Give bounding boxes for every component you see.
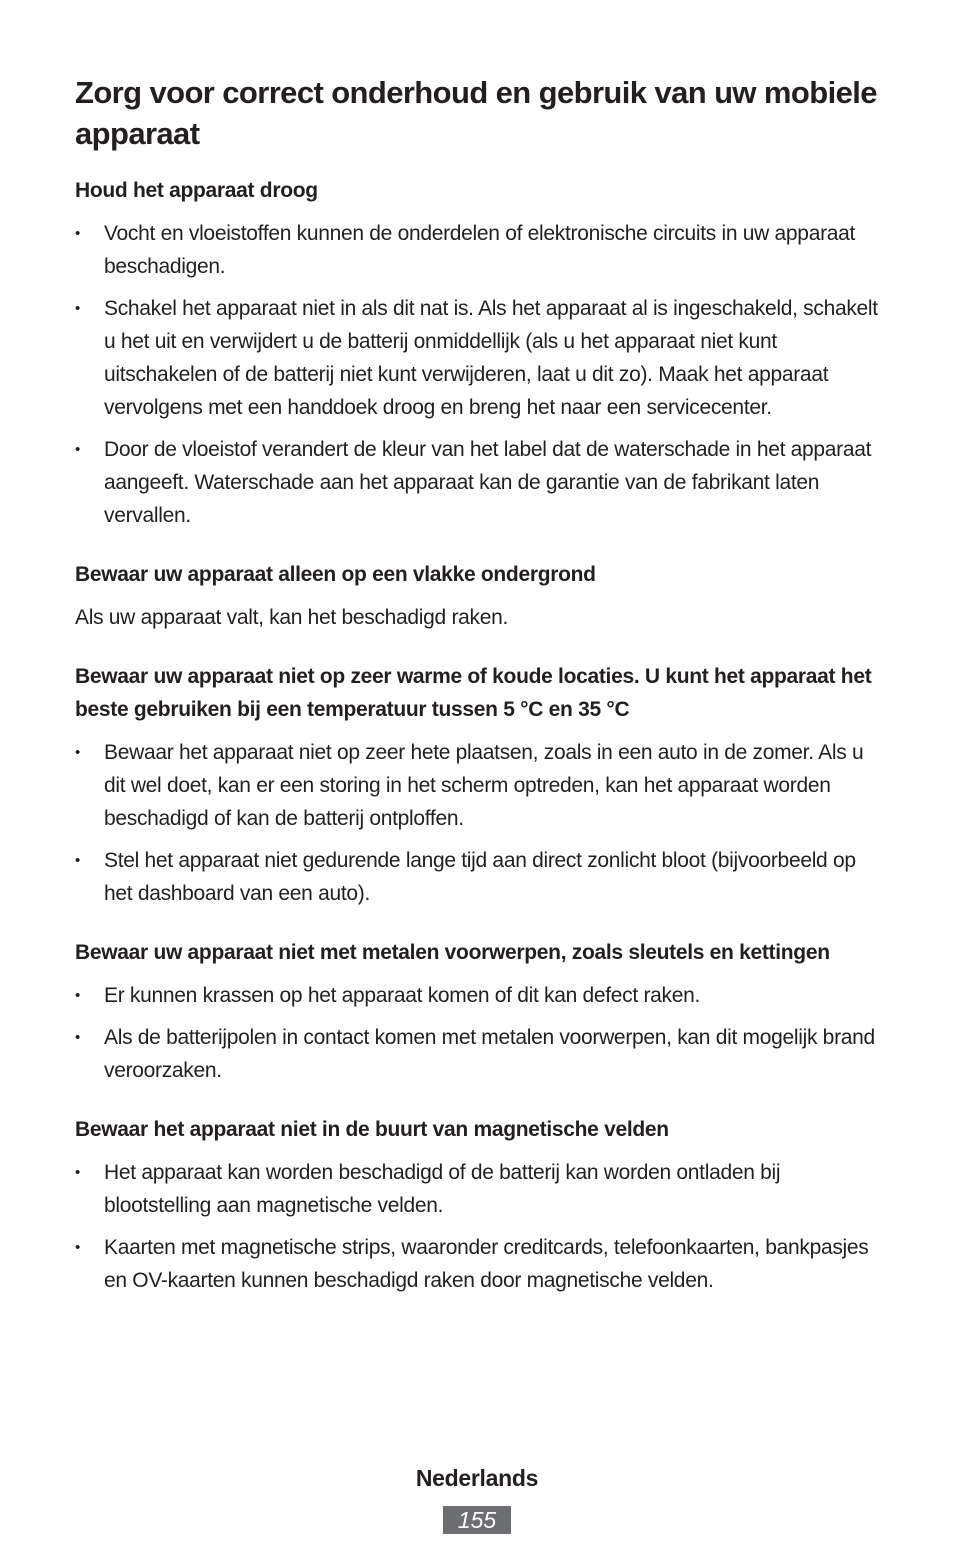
section-heading: Bewaar uw apparaat niet met metalen voorwerpen, zoals sleutels en kettingen (75, 941, 830, 964)
section-flat-surface (75, 558, 880, 634)
page-content (75, 72, 880, 1297)
section-keep-dry (75, 174, 880, 532)
bullet-icon: • (75, 852, 80, 869)
bullet-list (75, 217, 880, 532)
section-heading: Bewaar uw apparaat alleen op een vlakke ondergrond (75, 563, 596, 586)
footer-language: Nederlands (415, 1465, 539, 1491)
list-item: • Vocht en vloeistoffen kunnen de onderdelen of elektronische circuits in uw apparaat beschadigen. (75, 217, 880, 283)
bullet-icon: • (75, 300, 80, 317)
section-temperature (75, 660, 880, 910)
section-magnetic-fields (75, 1113, 880, 1297)
bullet-list (75, 1156, 880, 1297)
list-item: • Bewaar het apparaat niet op zeer hete plaatsen, zoals in een auto in de zomer. Als u dit wel doet, kan er een storing in het scherm optreden, kan het apparaat worden beschadigd of kan de batterij ontploffen. (75, 736, 880, 835)
bullet-list (75, 979, 880, 1087)
list-item: • Stel het apparaat niet gedurende lange tijd aan direct zonlicht bloot (bijvoorbeeld op het dashboard van een auto). (75, 844, 880, 910)
bullet-icon: • (75, 987, 80, 1004)
bullet-icon: • (75, 744, 80, 761)
bullet-icon: • (75, 1029, 80, 1046)
page-title: Zorg voor correct onderhoud en gebruik van uw mobiele apparaat (75, 75, 877, 151)
page-number-badge: 155 (443, 1506, 511, 1534)
bullet-list (75, 736, 880, 910)
section-heading: Bewaar uw apparaat niet op zeer warme of koude locaties. U kunt het apparaat het beste gebruiken bij een temperatuur tussen 5 °C en 35 °C (75, 665, 872, 721)
bullet-icon: • (75, 225, 80, 242)
section-heading: Houd het apparaat droog (75, 179, 318, 202)
list-item: • Als de batterijpolen in contact komen met metalen voorwerpen, kan dit mogelijk brand veroorzaken. (75, 1021, 880, 1087)
list-item: • Kaarten met magnetische strips, waaronder creditcards, telefoonkaarten, bankpasjes en OV-kaarten kunnen beschadigd raken door magnetische velden. (75, 1231, 880, 1297)
bullet-icon: • (75, 441, 80, 458)
list-item: • Door de vloeistof verandert de kleur van het label dat de waterschade in het apparaat aangeeft. Waterschade aan het apparaat kan de garantie van de fabrikant laten vervallen. (75, 433, 880, 532)
section-text: Als uw apparaat valt, kan het beschadigd raken. (75, 606, 509, 629)
list-item: • Er kunnen krassen op het apparaat komen of dit kan defect raken. (75, 979, 880, 1012)
list-item: • Schakel het apparaat niet in als dit nat is. Als het apparaat al is ingeschakeld, schakelt u het uit en verwijdert u de batterij onmiddellijk (als u het apparaat niet kunt uitschakelen of de batterij niet kunt verwijderen, laat u dit zo). Maak het apparaat vervolgens met een handdoek droog en breng het naar een servicecenter. (75, 292, 880, 424)
bullet-icon: • (75, 1164, 80, 1181)
bullet-icon: • (75, 1239, 80, 1256)
section-heading: Bewaar het apparaat niet in de buurt van magnetische velden (75, 1118, 669, 1141)
list-item: • Het apparaat kan worden beschadigd of de batterij kan worden ontladen bij blootstelling aan magnetische velden. (75, 1156, 880, 1222)
section-metal-objects (75, 936, 880, 1087)
